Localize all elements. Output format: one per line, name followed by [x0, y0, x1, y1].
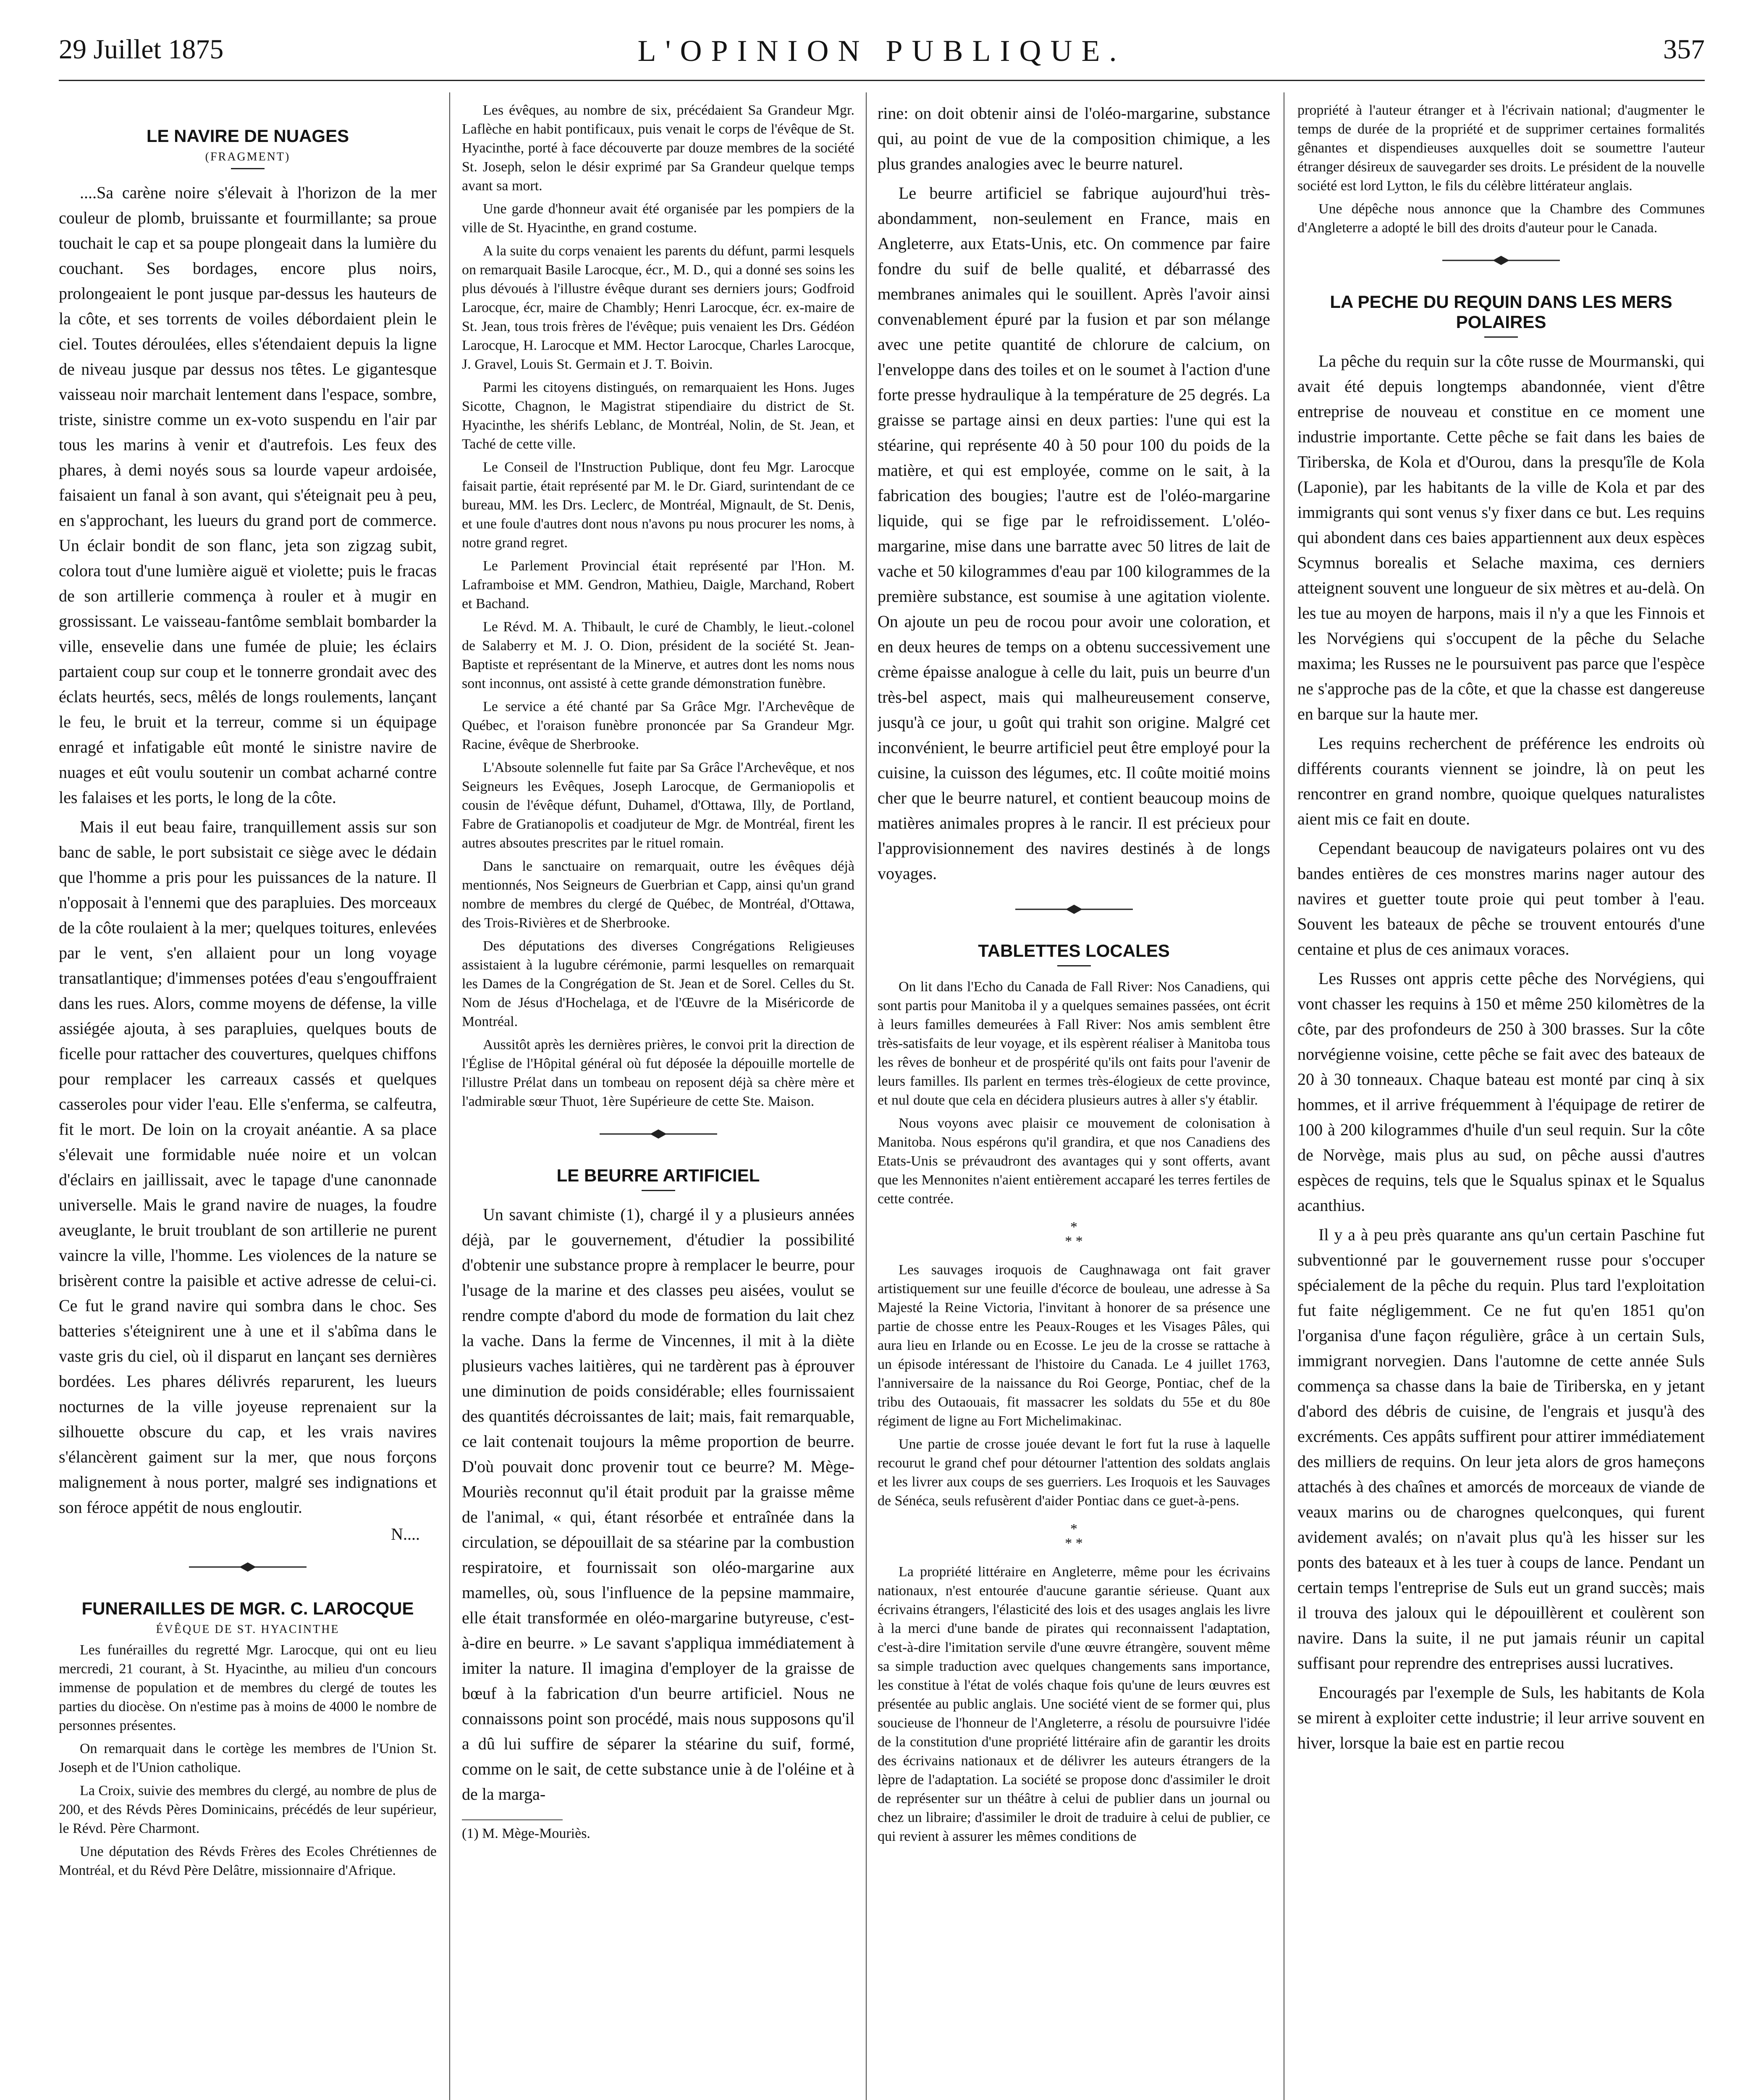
- beurre-title: LE BEURRE ARTIFICIEL: [556, 1166, 760, 1185]
- funerailles-paragraph: La Croix, suivie des membres du clergé, au nombre de plus de 200, et des Révds Pères Dominicains, précédés de leur supérieur, le Révd. Père Charmont.: [59, 1783, 437, 1836]
- tablettes-paragraph: La propriété littéraire en Angleterre, même pour les écrivains nationaux, n'est entourée d'aucune garantie sérieuse. Quant aux écrivains étrangers, l'élasticité des lois et des usages anglais les livre à la merci d'une bande de pirates qui reconnaissent l'adaptation, c'est-à-dire l'imitation servile d'une œuvre étrangère, souvent même sa simple traduction avec quelques changements sans importance, les constitue à l'état de volés chaque fois qu'une de leurs œuvres est présentée au public anglais. Une société vient de se former qui, plus soucieuse de l'honneur de l'Angleterre, a résolu de poursuivre l'idée de la constitution d'une propriété littéraire afin de garantir les droits des écrivains nationaux et de délivrer les auteurs étrangers de la lèpre de l'adaptation. La société se propose donc d'assimiler le droit de représenter sur un théâtre à celui de publier dans un journal ou chez un libraire; d'assimiler le droit de traduire à celui de publier, ce qui revient à assurer les mêmes conditions de: [878, 1564, 1270, 1844]
- navire-title: LE NAVIRE DE NUAGES: [146, 126, 349, 146]
- funerailles-paragraph: Les évêques, au nombre de six, précédaient Sa Grandeur Mgr. Laflèche en habit pontificaux, puis venait le corps de l'évêque de St. Hyacinthe, porté à face découverte par douze membres de la société St. Joseph, selon le désir exprimé par Sa Grandeur quelque temps avant sa mort.: [462, 102, 854, 194]
- funerailles-paragraph: Des députations des diverses Congrégations Religieuses assistaient à la lugubre cérémonie, parmi lesquelles on remarquait les Dames de la Congrégation de St. Jean et de Sorel. Celles du St. Nom de Jésus d'Hochelaga, et de l'Œuvre de la Miséricorde de Montréal.: [462, 938, 854, 1029]
- footnote-rule: [462, 1819, 563, 1820]
- funerailles-paragraph: On remarquait dans le cortège les membres de l'Union St. Joseph et de l'Union catholique.: [59, 1741, 437, 1775]
- funerailles-paragraph: L'Absoute solennelle fut faite par Sa Grâce l'Archevêque, et nos Seigneurs les Evêques, Joseph Larocque, de Germaniopolis et cousin de l'évêque défunt, Duhamel, d'Ottawa, Illy, de Portland, Fabre de Gratianopolis et coadjuteur de Mgr. de Montréal, firent les autres absoutes prescrites par le rituel romain.: [462, 760, 854, 851]
- section-ornament: [583, 1128, 734, 1140]
- title-rule: [1057, 965, 1091, 966]
- navire-paragraph: ....Sa carène noire s'élevait à l'horizon de la mer couleur de plomb, bruissante et fourmillante; sa proue touchait le cap et sa poupe plongeait dans la lumière du couchant. Ses bordages, encore plus noirs, prolongeaient le pont jusque par-dessus les hauteurs de la côte, et ses torrents de voiles débordaient plein le ciel. Toutes déroulées, elles s'étendaient depuis la ligne de niveau jusque par dessus nos têtes. Le gigantesque vaisseau noir marchait lentement dans l'espace, sombre, triste, sinistre comme un ex-voto suspendu en l'air par tous les marins à venir et d'autrefois. Les feux des phares, à demi noyés sous sa lourde vapeur ardoisée, faisaient un fanal à son avant, qui s'éteignait peu à peu, en s'approchant, les lueurs du grand port de commerce. Un éclair bondit de son flanc, jeta son zigzag subit, colora tout d'une lumière aiguë et violette; puis le fracas de son artillerie commença à rouler et à mugir en grossissant. Le vaisseau-fantôme semblait bombarder la ville, ensevelie dans une fumée de pluie; les éclairs partaient coup sur coup et le tonnerre grondait avec des éclats heurtés, secs, mêlés de longs roulements, lançant le feu, le bruit et la terreur, comme si un équipage enragé et infatigable eût monté le sinistre navire de nuages et eût voulu soutenir un combat acharné contre les falaises et les ports, le long de la côte.: [59, 183, 437, 807]
- title-rule: [231, 168, 265, 169]
- funerailles-paragraph: Dans le sanctuaire on remarquait, outre les évêques déjà mentionnés, Nos Seigneurs de Guerbrian et Capp, ainsi qu'un grand nombre de membres du clergé de Québec, de Montréal, d'Ottawa, des Trois-Rivières et de Sherbrooke.: [462, 858, 854, 931]
- peche-paragraph: La pêche du requin sur la côte russe de Mourmanski, qui avait été depuis longtemps abandonnée, vient d'être entreprise de nouveau et constitue en ce moment une industrie importante. Cette pêche se fait dans les baies de Tiriberska, de Kola et d'Ourou, dans la presqu'île de Kola (Laponie), par les habitants de la ville de Kola et par des immigrants qui sont venus s'y fixer dans ce but. Les requins qui abondent dans ces baies appartiennent aux deux espèces Scymnus borealis et Selache maxima, ces derniers atteignent souvent une longueur de six mètres et au-delà. On les tue au moyen de harpons, mais il n'y a que les Finnois et les Norvégiens qui s'occupent de la pêche du Selache maxima; les Russes ne le poursuivent pas parce que l'espèce ne s'approche pas de la côte, et que la chasse est dangereuse en barque sur la haute mer.: [1297, 352, 1705, 723]
- column-2: [462, 101, 854, 1843]
- column-1: [59, 101, 437, 1884]
- section-ornament: [1426, 254, 1577, 267]
- navire-signature: N....: [391, 1525, 420, 1544]
- peche-paragraph: Les Russes ont appris cette pêche des Norvégiens, qui vont chasser les requins à 150 et même 250 kilomètres de la côte, par des profondeurs de 250 à 300 brasses. Sur la côte norvégienne voisine, cette pêche se fait avec des bateaux de 20 à 30 tonneaux. Chaque bateau est monté par cinq à six hommes, et il arrive fréquemment à l'équipage de retirer de 100 à 200 kilogrammes d'huile d'un seul requin. Sur la côte de Norvège, mais plus au sud, on pêche aussi d'autres espèces de requins, tels que le Squalus spinax et le Squalus acanthius.: [1297, 969, 1705, 1215]
- tablettes-paragraph: Une dépêche nous annonce que la Chambre des Communes d'Angleterre a adopté le bill des droits d'auteur pour le Canada.: [1297, 201, 1705, 236]
- tablettes-paragraph: Les sauvages iroquois de Caughnawaga ont fait graver artistiquement sur une feuille d'écorce de bouleau, une adresse à Sa Majesté la Reine Victoria, l'invitant à honorer de sa présence une partie de chosse entre les Peaux-Rouges et les Visages Pâles, qui aura lieu en Irlande ou en Ecosse. Le jeu de la crosse se rattache à un épisode intéressant de l'histoire du Canada. Le 4 juillet 1763, l'anniversaire de la naissance du Roi George, Pontiac, chef de la tribu des Outaouais, fit massacrer les soldats du 55e et du 80e régiment de ligne au Fort Michelimakinac.: [878, 1262, 1270, 1429]
- funerailles-paragraph: Le Parlement Provincial était représenté par l'Hon. M. Laframboise et MM. Gendron, Mathieu, Daigle, Marchand, Robert et Bachand.: [462, 558, 854, 612]
- section-ornament: [998, 903, 1150, 916]
- funerailles-paragraph: Une garde d'honneur avait été organisée par les pompiers de la ville de St. Hyacinthe, en grand costume.: [462, 201, 854, 236]
- tablettes-paragraph: On lit dans l'Echo du Canada de Fall River: Nos Canadiens, qui sont partis pour Manitoba il y a quelques semaines passées, ont écrit à leurs familles demeurées à Fall River: Nos amis semblent être très-satisfaits de leur voyage, et ils espèrent réaliser à Manitoba tous les rêves de bonheur et de prospérité qu'ils ont faits pour l'avenir de leurs familles. Ils parlent en termes très-élogieux de cette province, et nul doute que cela en décidera plusieurs autres à aller s'y établir.: [878, 979, 1270, 1108]
- peche-title: LA PECHE DU REQUIN DANS LES MERS POLAIRES: [1330, 292, 1672, 332]
- issue-date: 29 Juillet 1875: [59, 34, 224, 65]
- funerailles-paragraph: Le Révd. M. A. Thibault, le curé de Chambly, le lieut.-colonel de Salaberry et M. J. O. Dion, président de la société St. Jean-Baptiste et représentant de la Minerve, et autres dont les noms nous sont inconnus, ont assisté à cette grande démonstration funèbre.: [462, 619, 854, 691]
- publication-title: L'OPINION PUBLIQUE.: [637, 34, 1126, 68]
- column-divider: [866, 92, 867, 2100]
- funerailles-subtitle: ÉVÊQUE DE ST. HYACINTHE: [156, 1623, 340, 1636]
- section-asterism: * * *: [1065, 1521, 1083, 1551]
- page-number: 357: [1663, 34, 1705, 65]
- column-3: [878, 101, 1270, 1850]
- funerailles-paragraph: Les funérailles du regretté Mgr. Larocque, qui ont eu lieu mercredi, 21 courant, à St. Hyacinthe, au milieu d'un concours immense de population et de membres du clergé de toutes les parties du diocèse. On n'estime pas à moins de 4000 le nombre de personnes présentes.: [59, 1642, 437, 1733]
- tablettes-paragraph: Nous voyons avec plaisir ce mouvement de colonisation à Manitoba. Nous espérons qu'il grandira, et que nos Canadiens des Etats-Unis se prévaudront des avantages qui y sont offerts, avant que les Mennonites n'aient entièrement accaparé les terres fertiles de cette contrée.: [878, 1116, 1270, 1207]
- peche-paragraph: Il y a à peu près quarante ans qu'un certain Paschine fut subventionné par le gouvernement russe pour s'occuper spécialement de la pêche du requin. Plus tard l'exploitation fut faite négligemment. Ce ne fut qu'en 1851 qu'on l'organisa d'une façon régulière, grâce à un certain Suls, immigrant norvegien. Dans l'automne de cette année Suls commença sa chasse dans la baie de Tiriberska, en y jetant d'abord des débris de cuisine, de l'engrais et jusqu'à des excréments. Ces appâts suffirent pour attirer immédiatement des milliers de requins. On leur jeta alors de gros hameçons attachés à des chaînes et amorcés de morceaux de viande de veaux marins ou de charognes quelconques, qui furent avidement avalés; on n'avait plus qu'à les hisser sur les ponts des bateaux et à les tuer à coups de lance. Pendant un certain temps l'entreprise de Suls eut un grand succès; mais il trouva des jaloux qui le dépouillèrent et coulèrent son navire. Dans la suite, il ne put jamais réunir un capital suffisant pour reprendre des entreprises aussi lucratives.: [1297, 1225, 1705, 1672]
- column-4: [1297, 101, 1705, 1760]
- section-asterism: * * *: [1065, 1219, 1083, 1249]
- funerailles-paragraph: Aussitôt après les dernières prières, le convoi prit la direction de l'Église de l'Hôpital général où fut déposée la dépouille mortelle de l'illustre Prélat dans un tombeau on reposent déjà sa chère mère et l'admirable sœur Thuot, 1ère Supérieure de cette Ste. Maison.: [462, 1037, 854, 1109]
- funerailles-paragraph: A la suite du corps venaient les parents du défunt, parmi lesquels on remarquait Basile Larocque, écr., M. D., qui a donné ses soins les plus dévoués à l'illustre évêque durant ses derniers jours; Godfroid Larocque, écr, maire de Chambly; Henri Larocque, écr. ex-maire de St. Jean, tous trois frères de l'évêque; puis venaient les Drs. Gédéon Larocque, H. Larocque et MM. Hector Larocque, Charles Larocque, J. Gravel, Louis St. Germain et J. T. Boivin.: [462, 243, 854, 372]
- funerailles-paragraph: Le service a été chanté par Sa Grâce Mgr. l'Archevêque de Québec, et l'oraison funèbre prononcée par Sa Grandeur Mgr. Racine, évêque de Sherbrooke.: [462, 699, 854, 752]
- title-rule: [1484, 336, 1518, 338]
- funerailles-paragraph: Une députation des Révds Frères des Ecoles Chrétiennes de Montréal, et du Révd Père Delâtre, missionnaire d'Afrique.: [59, 1844, 437, 1878]
- navire-subtitle: (FRAGMENT): [205, 150, 291, 163]
- beurre-paragraph: rine: on doit obtenir ainsi de l'oléo-margarine, substance qui, au point de vue de la composition chimique, a les plus grandes analogies avec le beurre naturel.: [878, 104, 1270, 173]
- title-rule: [642, 1190, 675, 1191]
- beurre-paragraph: Un savant chimiste (1), chargé il y a plusieurs années déjà, par le gouvernement, d'étudier la possibilité d'obtenir une substance propre à remplacer le beurre, pour l'usage de la marine et des classes peu aisées, voulut se rendre compte d'abord du mode de formation du lait chez la vache. Dans la ferme de Vincennes, il mit à la diète plusieurs vaches laitières, qui ne tardèrent pas à éprouver une diminution de poids considérable; elles fournissaient des quantités décroissantes de lait; mais, fait remarquable, ce lait contenait toujours la même proportion de beurre. D'où pouvait donc provenir tout ce beurre? M. Mège-Mouriès reconnut qu'il était produit par la graisse même de l'animal, « qui, étant résorbée et entraînée dans la circulation, se dépouillait de sa stéarine par la combustion respiratoire, et fournissait son oléo-margarine aux mamelles, où, sous l'influence de la pepsine mammaire, elle était transformée en oléo-margarine butyreuse, c'est-à-dire en beurre. » Le savant s'appliqua immédiatement à imiter la nature. Il imagina d'employer de la graisse de bœuf à la fabrication d'un beurre artificiel. Nous ne connaissons point son procédé, mais nous supposons qu'il a dû lui suffire de séparer la stéarine du suif, formé, comme on le sait, de cette substance unie à de l'oléine et à de la marga-: [462, 1205, 854, 1803]
- peche-paragraph: Les requins recherchent de préférence les endroits où différents courants viennent se joindre, là on peut les rencontrer en grand nombre, quoique quelques naturalistes aient mis ce fait en doute.: [1297, 734, 1705, 828]
- tablettes-title: TABLETTES LOCALES: [978, 941, 1170, 961]
- navire-paragraph: Mais il eut beau faire, tranquillement assis sur son banc de sable, le port subsistait ce siège avec le dédain que l'homme a pris pour les puissances de la nature. Il n'opposait à l'ennemi que des parapluies. Des morceaux de la côte roulaient à la mer; quelques toitures, enlevées par le vent, s'en allaient pour un long voyage transatlantique; d'immenses potées d'eau s'engouffraient dans les rues. Alors, comme moyens de défense, la ville assiégée ajouta, à ses parapluies, quelques bouts de ficelle pour rattacher des couvertures, quelques chiffons pour remplacer les carreaux cassés et quelques casseroles pour vider l'eau. Elle s'enferma, se calfeutra, fit le mort. De loin on la croyait anéantie. A sa place s'élevait une formidable nuée noire et un volcan d'éclairs en jaillissait, avec le tapage d'une canonnade universelle. Mais le grand navire de nuages, la foudre aveuglante, le bruit troublant de son artillerie ne purent vaincre la ville, l'homme. Les violences de la nature se brisèrent contre la paisible et active adresse de celui-ci. Ce fut le grand navire qui sombra dans le choc. Ses batteries s'éteignirent une à une et il s'abîma dans le vaste gris du ciel, où il disparut en lançant ses dernières bordées. Les phares délivrés reparurent, les lueurs nocturnes de la ville joyeuse reprenaient sur la silhouette obscure du cap, et les vrais navires s'élancèrent gaiment sur la mer, que nous forçons malignement à nous porter, malgré ses indignations et son féroce appétit de nous engloutir.: [59, 817, 437, 1517]
- funerailles-title: FUNERAILLES DE MGR. C. LAROCQUE: [81, 1599, 414, 1618]
- tablettes-paragraph: Une partie de crosse jouée devant le fort fut la ruse à laquelle recourut le grand chef pour détourner l'attention des soldats anglais et les livrer aux coups de ses guerriers. Les Iroquois et les Sauvages de Sénéca, seuls refusèrent d'aider Pontiac dans ce guet-à-pens.: [878, 1436, 1270, 1509]
- masthead-rule: [59, 80, 1705, 81]
- newspaper-page: [59, 17, 1705, 2100]
- beurre-footnote: (1) M. Mège-Mouriès.: [462, 1826, 590, 1841]
- section-ornament: [172, 1561, 323, 1573]
- tablettes-paragraph: propriété à l'auteur étranger et à l'écrivain national; d'augmenter le temps de durée de la propriété et de supprimer certaines formalités gênantes et dispendieuses auxquelles doit se soumettre l'auteur étranger désireux de sauvegarder ses droits. Le président de la nouvelle société est lord Lytton, le fils du célèbre littérateur anglais.: [1297, 102, 1705, 194]
- column-divider: [449, 92, 450, 2100]
- beurre-paragraph: Le beurre artificiel se fabrique aujourd'hui très-abondamment, non-seulement en France, mais en Angleterre, aux Etats-Unis, etc. On commence par faire fondre du suif de belle qualité, et débarrassé des membranes animales qui le souillent. Après l'avoir ainsi convenablement épuré par la fusion et par son mélange avec une petite quantité de chlorure de calcium, on l'enveloppe dans des toiles et on le soumet à l'action d'une forte presse hydraulique à la température de 25 degrés. La graisse se partage ainsi en deux parties: l'une qui est la stéarine, qui représente 40 à 50 pour 100 du poids de la matière, et qui est employée, comme on le sait, à la fabrication des bougies; l'autre est de l'oléo-margarine liquide, qui se fige par le refroidissement. L'oléo-margarine, mise dans une barratte avec 50 litres de lait de vache et 50 kilogrammes d'eau par 100 kilogrammes de la première substance, est soumise à une agitation violente. On ajoute un peu de rocou pour avoir une coloration, et en deux heures de temps on a obtenu successivement une crème épaisse analogue à celle du lait, puis un beurre d'un très-bel aspect, mais qui malheureusement conserve, jusqu'à ce jour, u goût qui trahit son origine. Malgré cet inconvénient, le beurre artificiel peut être employé pour la cuisine, la cuisson des légumes, etc. Il coûte moitié moins cher que le beurre naturel, et contient beaucoup moins de matières animales propres à le rancir. Il est précieux pour l'approvisionnement des navires destinés à de longs voyages.: [878, 184, 1270, 883]
- funerailles-paragraph: Parmi les citoyens distingués, on remarquaient les Hons. Juges Sicotte, Chagnon, le Magistrat stipendiaire du district de St. Hyacinthe, les shérifs Leblanc, de Montréal, Nolin, de St. Jean, et Taché de cette ville.: [462, 380, 854, 452]
- peche-paragraph: Cependant beaucoup de navigateurs polaires ont vu des bandes entières de ces monstres marins nager autour des navires et guetter toute proie qui peut tomber à l'eau. Souvent les bateaux de pêche se trouvent entourés d'une centaine et plus de ces animaux voraces.: [1297, 839, 1705, 958]
- peche-paragraph: Encouragés par l'exemple de Suls, les habitants de Kola se mirent à exploiter cette industrie; il leur arrive souvent en hiver, lorsque la baie est en partie recou: [1297, 1683, 1705, 1752]
- funerailles-paragraph: Le Conseil de l'Instruction Publique, dont feu Mgr. Larocque faisait partie, était représenté par M. le Dr. Giard, surintendant de ce bureau, MM. les Drs. Leclerc, de Montréal, Mignault, de St. Denis, et une foule d'autres dont nous n'avons pu nous procurer les noms, à notre grand regret.: [462, 459, 854, 551]
